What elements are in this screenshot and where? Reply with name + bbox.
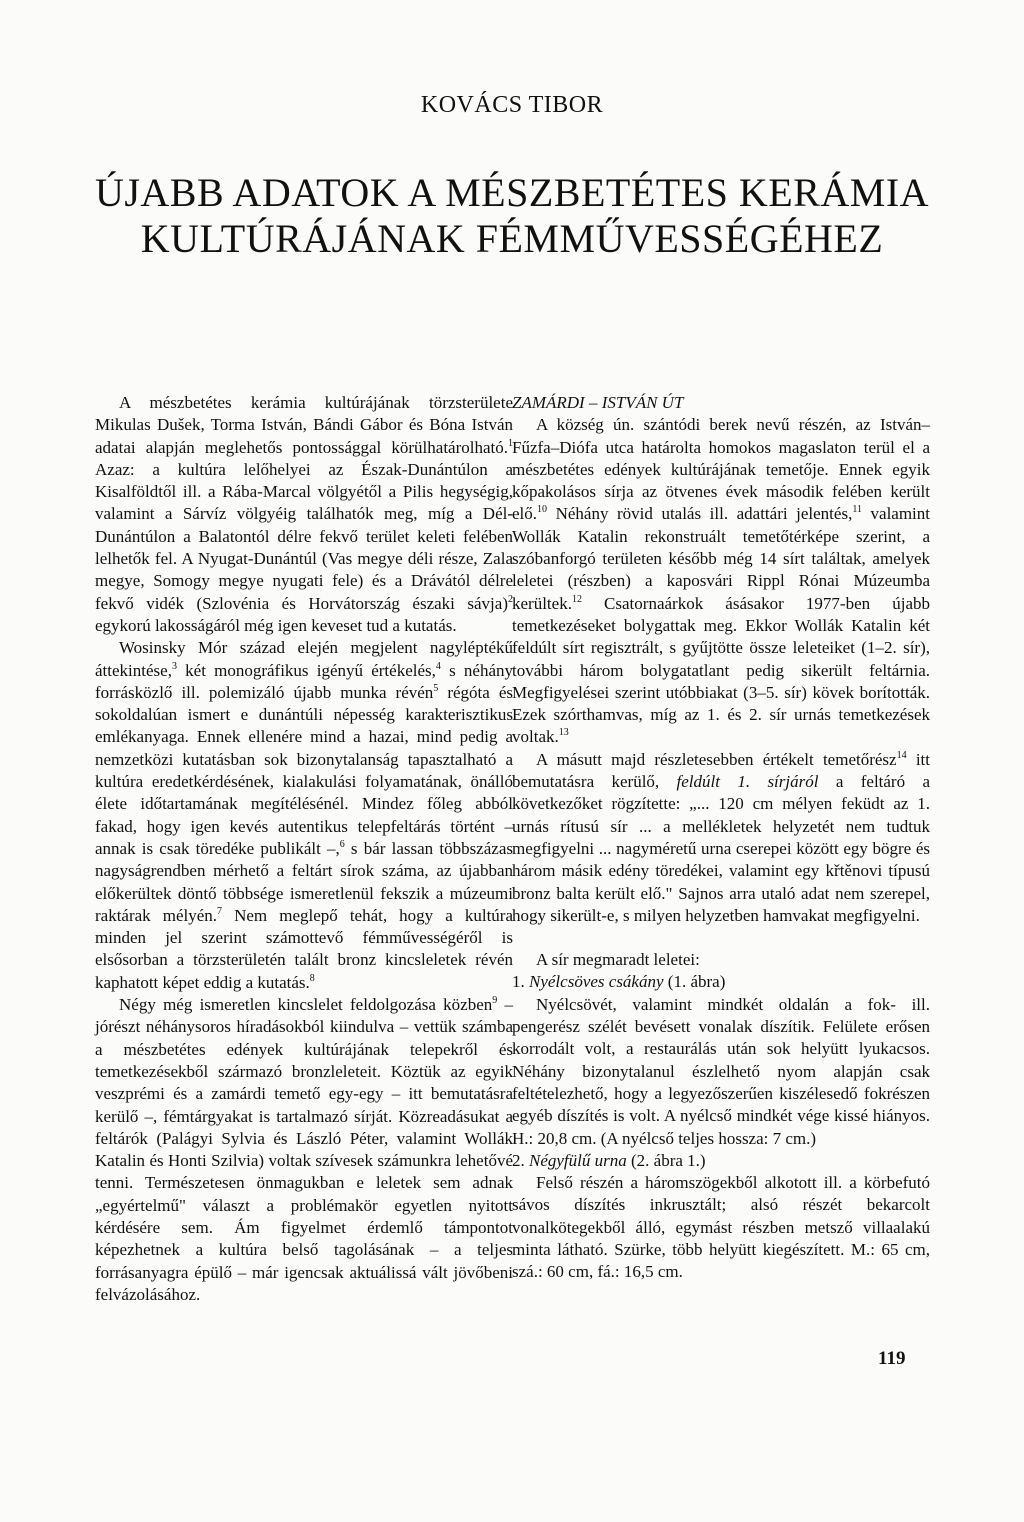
text-run: A mészbetétes kerámia kultúrájának törzsterülete Mikulas Dušek, Torma István, Bándi Gábor és Bóna István adatai alapján meglehetős pontossággal körülhatárolható. [95, 393, 513, 457]
footnote-ref: 14 [896, 749, 907, 761]
text-run: A község ún. szántódi berek nevű részén, az István–Fűzfa–Diófa utca határolta homokos magaslaton terül el a mészbetétes edények kultúrájának temetője. Ennek egyik kőpakolásos sírja az ötvenes évek második felében került elő. [512, 415, 930, 524]
text-run: Néhány rövid utalás ill. adattári jelentés, [547, 504, 853, 524]
footnote-ref: 12 [571, 593, 582, 605]
left-column [95, 392, 513, 1306]
text-run: valamint Wollák Katalin rekonstruált temetőtérképe szerint, a szóbanforgó területen később még 14 sírt találtak, amelyek leletei (részben) a kaposvári Rippl Rónai Múzeumba kerültek. [512, 504, 931, 613]
finds-intro: A sír megmaradt leletei: [536, 950, 700, 970]
article-title [60, 170, 964, 262]
figure-ref: (2. ábra 1.) [626, 1150, 706, 1170]
text-run: egykorú lakosságáról még igen keveset tud a kutatás. [95, 615, 457, 635]
figure-ref: (1. ábra) [663, 972, 726, 992]
author-name: KOVÁCS TIBOR [420, 92, 604, 118]
title-line-1: ÚJABB ADATOK A MÉSZBETÉTES KERÁMIA [94, 170, 930, 215]
paragraph [95, 392, 513, 637]
item-name: Négyfülű urna [529, 1150, 627, 1170]
text-run: régóta és sokoldalúan ismert e dunántúli népesség karakterisztikus emlékanyaga. Ennek ellenére mind a hazai, mind pedig a nemzetközi kutatásban sok bizonytalanság tapasztalható a kultúra eredetkérdésének, kialakulási folyamatának, önálló élete időtartamának megítélésénél. Mindez főleg abból fakad, hogy igen kevés autentikus telepfeltárás történt – annak is csak töredéke publikált –, [95, 682, 513, 858]
item-description: Nyélcsövét, valamint mindkét oldalán a fok- ill. pengerész szélét bevésett vonalak díszítik. Felülete erősen korrodált volt, a restaurálás után sok helyütt lyukacsos. Néhány bizonytalanul észlelhető nyom alapján csak feltételezhető, hogy a legyezőszerűen kiszélesedő fokrészen egyéb díszítés is volt. A nyélcső mindkét vége kissé hiányos. H.: 20,8 cm. (A nyélcső teljes hossza: 7 cm.) [512, 994, 930, 1148]
list-item [512, 1150, 930, 1172]
text-run: Azaz: a kultúra lelőhelyei az Észak-Dunántúlon a Kisalföldtől ill. a Rába-Marcal völgyétől a Pilis hegységig, valamint a Sárvíz völgyéig találhatók meg, míg a Dél-Dunántúlon a Balatontól délre fekvő terület keleti felében lelhetők fel. A Nyugat-Dunántúl (Vas megye déli része, Zala megye, Somogy megye nyugati fele) és a Drávától délre fekvő vidék (Szlovénia és Horvátország északi sávja) [95, 459, 513, 613]
text-run: két monográfikus igényű értékelés, [176, 660, 436, 680]
text-run-italic: feldúlt 1. sírjáról [676, 772, 819, 792]
text-run: Nem meglepő tehát, hogy a kultúra minden jel szerint számottevő fémművességéről is elsősorban a törzsterületén talált bronz kincsleletek révén kaphatott képet eddig a kutatás. [95, 905, 514, 992]
list-item [512, 971, 930, 993]
footnote-ref: 3 [171, 660, 177, 672]
item-number: 1. [512, 972, 529, 992]
right-column [512, 392, 930, 1284]
footnote-ref: 5 [433, 682, 439, 694]
text-run: itt bemutatásra kerülő, [512, 749, 930, 792]
footnote-ref: 4 [435, 660, 441, 672]
spacer [512, 927, 930, 949]
text-run: – jórészt néhánysoros híradásokból kiindulva – vettük számba a mészbetétes edények kultúrájának telepekről és temetkezésekből származó bronzleleteit. Köztük az egyik veszprémi és a zamárdi temető egy-egy – itt bemutatásra kerülő –, fémtárgyakat is tartalmazó sírját. Közreadásukat a feltárók (Palágyi Sylvia és László Péter, valamint Wollák Katalin és Honti Szilvia) voltak szívesek számunkra lehetővé tenni. Természetesen önmagukban e leletek sem adnak „egyértelmű" választ a problémakör egyetlen nyitott kérdésére sem. Ám figyelmet érdemlő támpontot képezhetnek a kultúra belső tagolásának – a teljes forrásanyagra épülő – már igencsak aktuálissá vált jövőbeni felvázolásához. [95, 995, 513, 1304]
paragraph [512, 749, 930, 927]
text-run: a feltáró a következőket rögzítette: „... 120 cm mélyen feküdt az 1. urnás rítusú sír ... a mellékletek helyzetét nem tudtuk megfigyelni ... nagyméretű urna cserepei között egy bögre és három másik edény töredékei, valamint egy křtěnovi típusú bronz balta került elő." Sajnos arra utaló adat nem szerepel, hogy sikerült-e, s milyen helyzetben hamvakat megfigyelni. [512, 772, 930, 925]
item-number: 2. [512, 1150, 529, 1170]
page-number: 119 [878, 1348, 906, 1369]
text-run: s bár lassan többszázas nagyságrendben mérhető a feltárt sírok száma, az újabban előkerültek döntő többsége ismeretlenül fekszik a múzeumi raktárak mélyén. [95, 838, 513, 925]
text-run: A másutt majd részletesebben értékelt temetőrész [536, 749, 897, 769]
item-description: Felső részén a háromszögekből alkotott ill. a körbefutó sávos díszítés inkrusztált; alsó részét bekarcolt vonalkötegekből álló, egymást részben metsző villaalakú minta látható. Szürke, több helyütt kiegészített. M.: 65 cm, szá.: 60 cm, fá.: 16,5 cm. [512, 1173, 930, 1282]
title-line-2: KULTÚRÁJÁNAK FÉMMŰVESSÉGÉHEZ [140, 216, 884, 261]
footnote-ref: 2 [508, 593, 513, 605]
text-run: Négy még ismeretlen kincslelet feldolgozása közben [119, 995, 493, 1015]
footnote-ref: 7 [217, 905, 223, 917]
footnote-ref: 9 [492, 995, 498, 1007]
paragraph [512, 414, 930, 748]
footnote-ref: 13 [558, 727, 569, 739]
text-run: s néhány forrásközlő ill. polemizáló újabb munka révén [95, 660, 513, 702]
footnote-ref: 6 [339, 838, 345, 850]
paragraph [95, 994, 513, 1306]
section-heading: ZAMÁRDI – ISTVÁN ÚT [512, 393, 684, 412]
paragraph [95, 637, 513, 994]
footnote-ref: 1 [508, 437, 513, 449]
footnote-ref: 8 [309, 972, 315, 984]
item-name: Nyélcsöves csákány [529, 972, 664, 992]
text-run: Wosinsky Mór század elején megjelent nagyléptékű áttekintése, [95, 638, 513, 680]
footnote-ref: 11 [852, 504, 862, 516]
text-run: Csatornaárkok ásásakor 1977-ben újabb temetkezéseket bolygattak meg. Ekkor Wollák Katalin két feldúlt sírt regisztrált, s gyűjtötte össze leleteiket (1–2. sír), további három bolygatatlant pedig sikerült feltárnia. Megfigyelései szerint utóbbiakat (3–5. sír) kövek borították. Ezek szórthamvas, míg az 1. és 2. sír urnás temetkezések voltak. [512, 593, 930, 747]
footnote-ref: 10 [537, 504, 548, 516]
